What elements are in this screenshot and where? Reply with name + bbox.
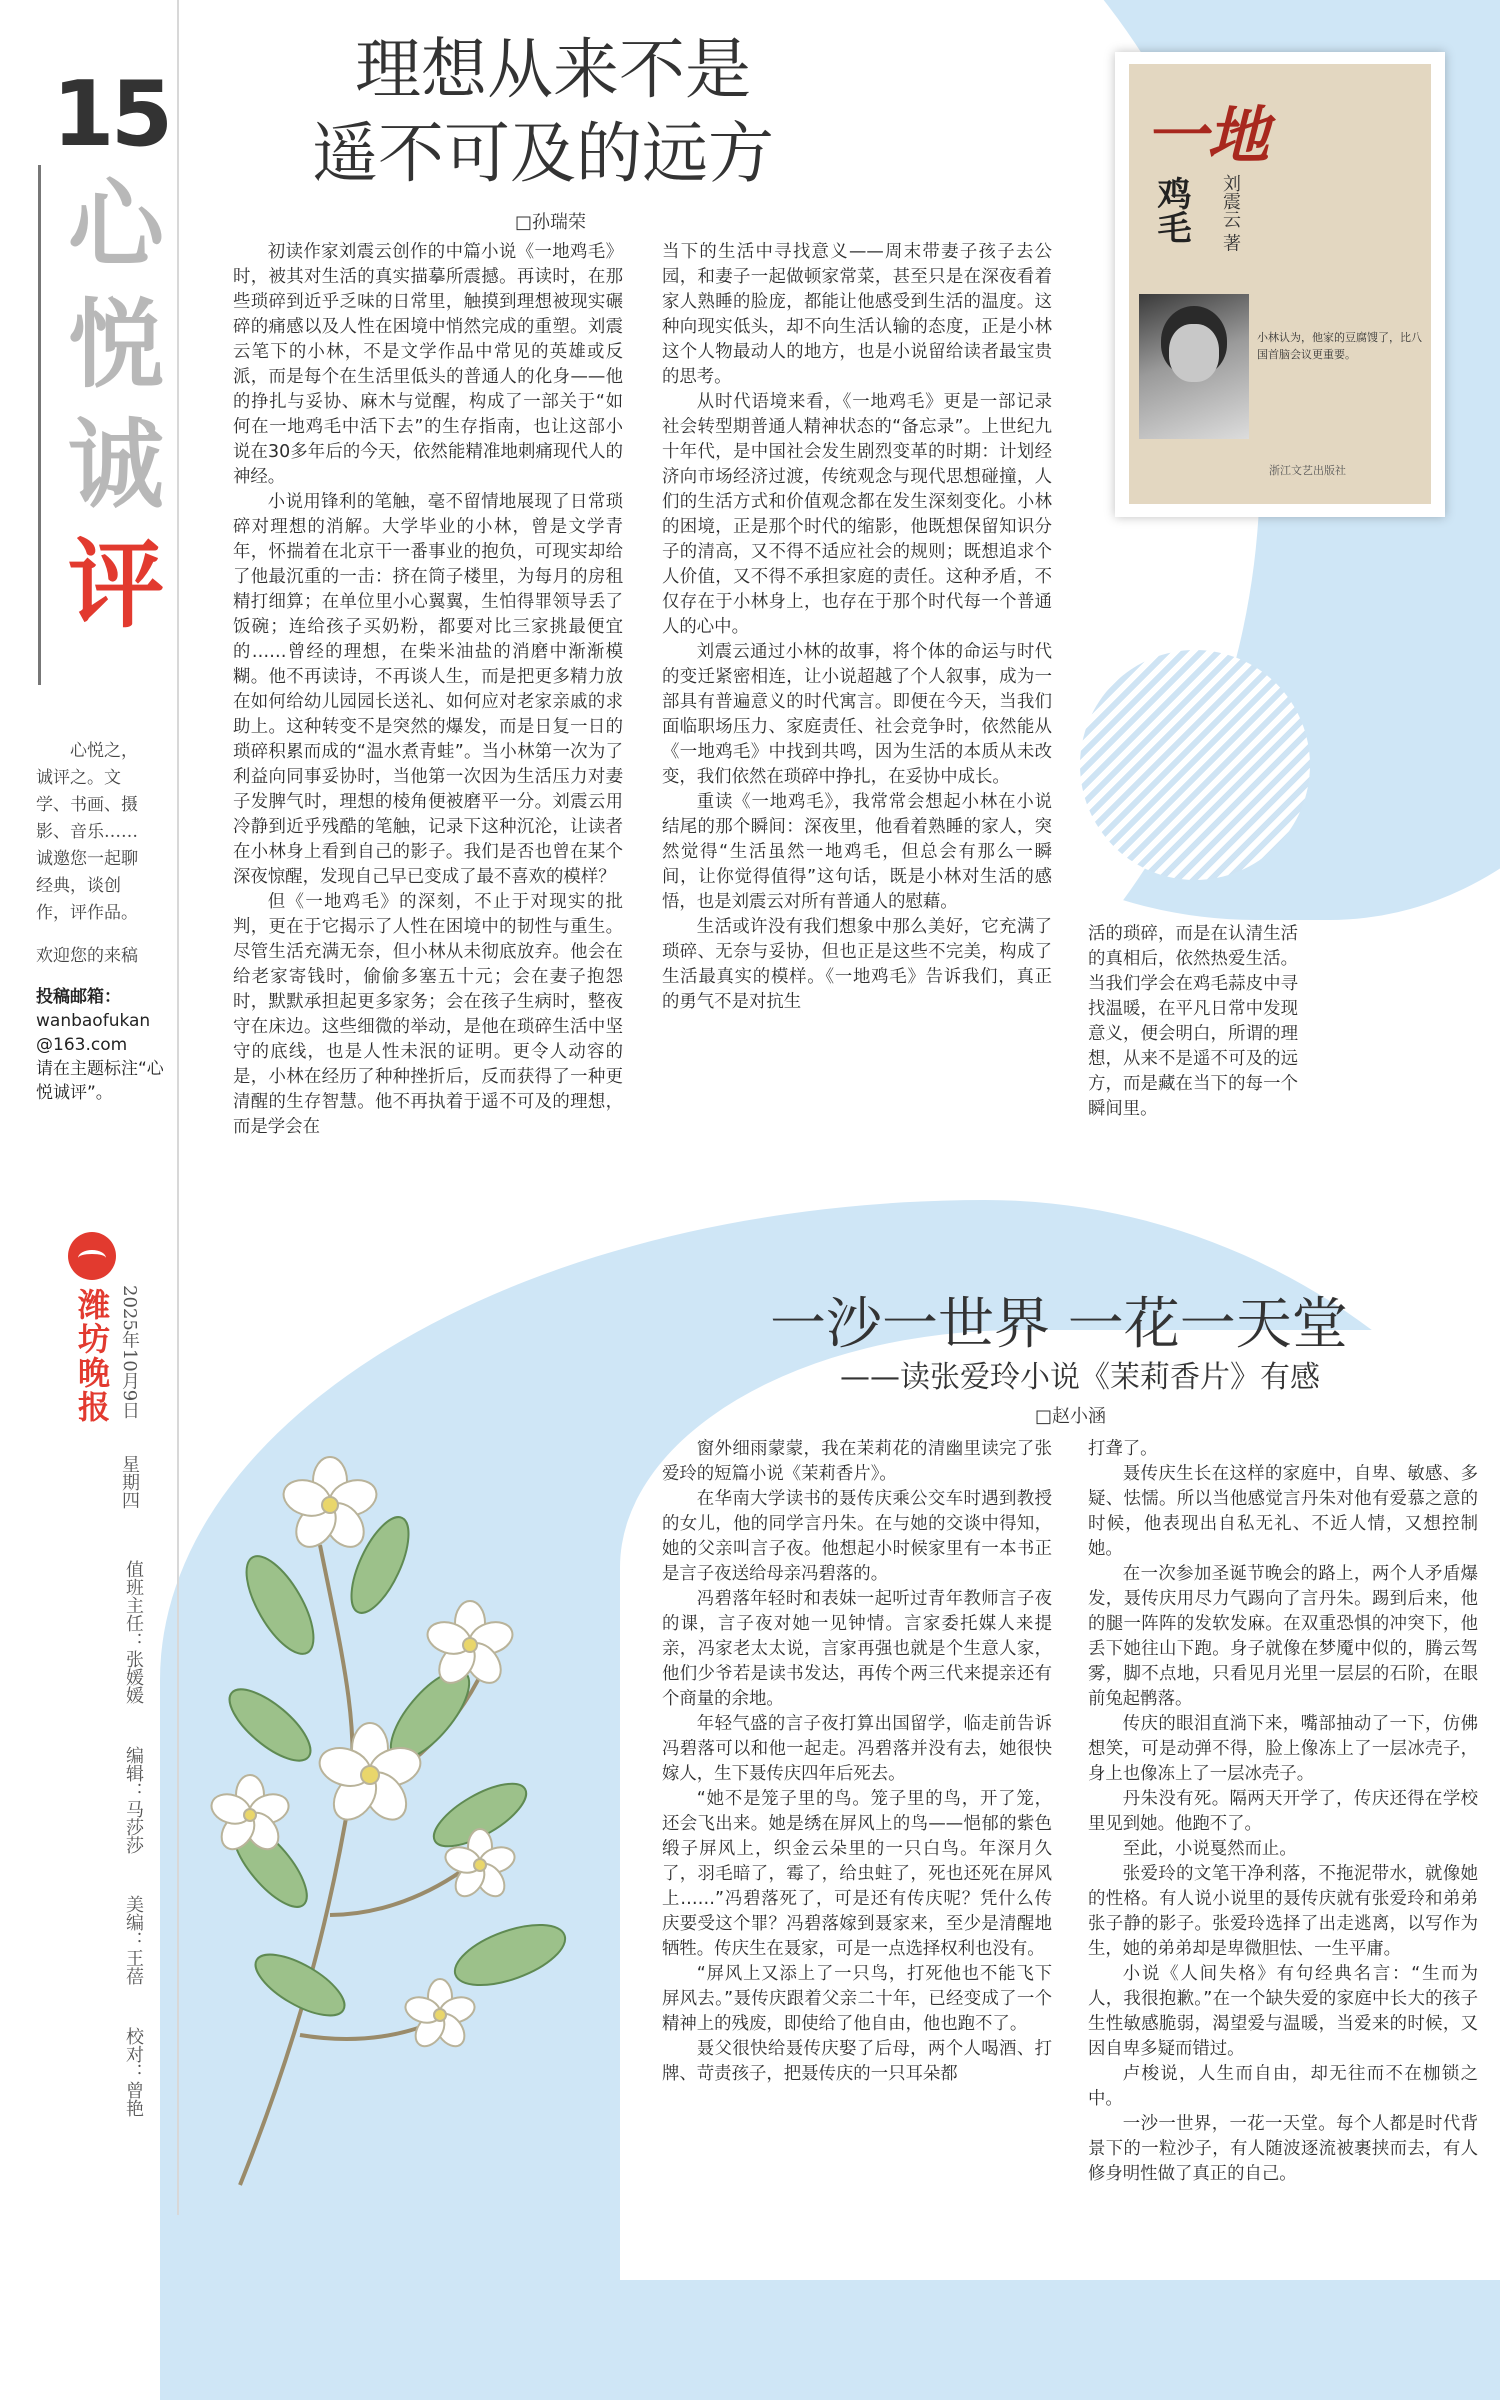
newspaper-logo bbox=[62, 1232, 122, 1424]
staff-list bbox=[120, 1560, 146, 2153]
article1-column-1 bbox=[233, 240, 623, 1140]
paragraph: 传庆的眼泪直淌下来，嘴部抽动了一下，仿佛想笑，可是动弹不得，脸上像冻上了一层冰壳子，身上也像冻上了一层冰壳子。 bbox=[1088, 1714, 1478, 1784]
column-title-char: 评 bbox=[68, 528, 164, 641]
paragraph: 窗外细雨蒙蒙，我在茉莉花的清幽里读完了张爱玲的短篇小说《茉莉香片》。 bbox=[662, 1439, 1052, 1484]
page-number: 15 bbox=[52, 62, 170, 167]
newspaper-name: 潍坊晚报 bbox=[73, 1288, 111, 1424]
article2-column-2 bbox=[1088, 1437, 1478, 2187]
paragraph: “屏风上又添上了一只鸟，打死他也不能飞下屏风去。”聂传庆跟着父亲二十年，已经变成了一个精神上的残废，即使给了他自由，他也跑不了。 bbox=[662, 1964, 1052, 2034]
date-text: 2025年10月9日 bbox=[119, 1285, 140, 1420]
article1-title-line2: 遥不可及的远方 bbox=[312, 115, 774, 192]
background-shape bbox=[1080, 650, 1310, 880]
logo-icon bbox=[68, 1232, 116, 1280]
paragraph: 重读《一地鸡毛》，我常常会想起小林在小说结尾的那个瞬间：深夜里，他看着熟睡的家人，突然觉得“生活虽然一地鸡毛，但总会有那么一瞬间，让你觉得值得”这句话，既是小林对生活的感悟，也是刘震云对所有普通人的慰藉。 bbox=[662, 792, 1052, 912]
article1-column-2 bbox=[662, 240, 1052, 1015]
staff-editor-in-charge: 值班主任：张媛媛 bbox=[123, 1560, 144, 1704]
author-portrait bbox=[1139, 294, 1249, 439]
staff-proofreader: 校对：曾艳 bbox=[123, 2027, 144, 2118]
paragraph: 打聋了。 bbox=[1088, 1439, 1158, 1459]
article1-title bbox=[300, 28, 860, 196]
paragraph: 在一次参加圣诞节晚会的路上，两个人矛盾爆发，聂传庆用尽力气踢向了言丹朱。踢到后来，他的腿一阵阵的发软发麻。在双重恐惧的冲突下，他丢下她往山下跑。身子就像在梦魇中似的，腾云驾雾，脚不点地，只看见月光里一层层的石阶，在眼前兔起鹘落。 bbox=[1088, 1564, 1478, 1709]
paragraph: 从时代语境来看，《一地鸡毛》更是一部记录社会转型期普通人精神状态的“备忘录”。上世纪九十年代，是中国社会发生剧烈变革的时期：计划经济向市场经济过渡，传统观念与现代思想碰撞，人们的生活方式和价值观念都在发生深刻变化。小林的困境，正是那个时代的缩影，他既想保留知识分子的清高，又不得不适应社会的规则；既想追求个人价值，又不得不承担家庭的责任。这种矛盾，不仅存在于小林身上，也存在于那个时代每一个普通人的心中。 bbox=[662, 392, 1052, 637]
book-quote: 小林认为，他家的豆腐馊了，比八国首脑会议更重要。 bbox=[1257, 331, 1422, 361]
submission-note: 请在主题标注“心悦诚评”。 bbox=[36, 1059, 164, 1103]
submission-email-part2: @163.com bbox=[36, 1035, 128, 1055]
paragraph: 生活或许没有我们想象中那么美好，它充满了琐碎、无奈与妥协，但也正是这些不完美，构成了生活最真实的模样。《一地鸡毛》告诉我们，真正的勇气不是对抗生 bbox=[662, 917, 1052, 1012]
staff-editor: 编辑：马莎莎 bbox=[123, 1745, 144, 1854]
issue-date bbox=[118, 1285, 140, 1539]
article2-title: 一沙一世界 一花一天堂 bbox=[770, 1292, 1348, 1357]
paragraph: 张爱玲的文笔干净利落，不拖泥带水，就像她的性格。有人说小说里的聂传庆就有张爱玲和弟弟张子静的影子。张爱玲选择了出走逃离，以写作为生，她的弟弟却是卑微胆怯、一生平庸。 bbox=[1088, 1864, 1478, 1959]
paragraph: 在华南大学读书的聂传庆乘公交车时遇到教授的女儿，他的同学言丹朱。在与她的交谈中得知，她的父亲叫言子夜。他想起小时候家里有一本书正是言子夜送给母亲冯碧落的。 bbox=[662, 1489, 1052, 1584]
column-intro-text: 心悦之，诚评之。文学、书画、摄影、音乐……诚邀您一起聊经典，谈创作，评作品。 bbox=[36, 741, 138, 923]
article1-author: □孙瑞荣 bbox=[515, 212, 587, 233]
paragraph: 但《一地鸡毛》的深刻，不止于对现实的批判，更在于它揭示了人性在困境中的韧性与重生。尽管生活充满无奈，但小林从未彻底放弃。他会在给老家寄钱时，偷偷多塞五十元；会在妻子抱怨时，默默承担起更多家务；会在孩子生病时，整夜守在床边。这些细微的举动，是他在琐碎生活中坚守的底线，也是人性未泯的证明。更令人动容的是，小林在经历了种种挫折后，反而获得了一种更清醒的生存智慧。他不再执着于遥不可及的理想，而是学会在 bbox=[233, 892, 623, 1137]
book-cover bbox=[1115, 52, 1445, 517]
staff-art-editor: 美编：王蓓 bbox=[123, 1895, 144, 1986]
column-title bbox=[38, 165, 191, 685]
article1-title-line1: 理想从来不是 bbox=[355, 31, 751, 108]
article2-column-1 bbox=[662, 1437, 1052, 2087]
paragraph: 聂父很快给聂传庆娶了后母，两个人喝酒、打牌、苛责孩子，把聂传庆的一只耳朵都 bbox=[662, 2039, 1052, 2084]
column-title-char: 悦 bbox=[68, 288, 164, 401]
paragraph: 丹朱没有死。隔两天开学了，传庆还得在学校里见到她。他跑不了。 bbox=[1088, 1789, 1478, 1834]
paragraph: “她不是笼子里的鸟。笼子里的鸟，开了笼，还会飞出来。她是绣在屏风上的鸟——悒郁的紫色缎子屏风上，织金云朵里的一只白鸟。年深月久了，羽毛暗了，霉了，给虫蛀了，死也还死在屏风上……”冯碧落死了，可是还有传庆呢？凭什么传庆要受这个罪？冯碧落嫁到聂家来，至少是清醒地牺牲。传庆生在聂家，可是一点选择权利也没有。 bbox=[662, 1789, 1052, 1959]
column-title-char: 心 bbox=[68, 168, 164, 281]
book-publisher: 浙江文艺出版社 bbox=[1269, 464, 1346, 477]
column-title-char: 诚 bbox=[68, 408, 164, 521]
book-author: 刘震云 著 bbox=[1220, 174, 1241, 252]
paragraph: 小说《人间失格》有句经典名言：“生而为人，我很抱歉。”在一个缺失爱的家庭中长大的孩子生性敏感脆弱，渴望爱与温暖，当爱来的时候，又因自卑多疑而错过。 bbox=[1088, 1964, 1478, 2059]
column-intro bbox=[36, 738, 154, 970]
paragraph: 活的琐碎，而是在认清生活的真相后，依然热爱生活。当我们学会在鸡毛蒜皮中寻找温暖，在平凡日常中发现意义，便会明白，所谓的理想，从来不是遥不可及的远方，而是藏在当下的每一个瞬间里。 bbox=[1088, 924, 1298, 1119]
paragraph: 刘震云通过小林的故事，将个体的命运与时代的变迁紧密相连，让小说超越了个人叙事，成为一部具有普遍意义的时代寓言。即便在今天，当我们面临职场压力、家庭责任、社会竞争时，依然能从《一地鸡毛》中找到共鸣，因为生活的本质从未改变，我们依然在琐碎中挣扎，在妥协中成长。 bbox=[662, 642, 1052, 787]
book-cover-inner bbox=[1129, 64, 1431, 504]
paragraph: 聂传庆生长在这样的家庭中，自卑、敏感、多疑、怯懦。所以当他感觉言丹朱对他有爱慕之意的时候，他表现出自私无礼、不近人情，又想控制她。 bbox=[1088, 1464, 1478, 1559]
jasmine-flower-illustration bbox=[180, 1395, 660, 2195]
paragraph: 卢梭说，人生而自由，却无往而不在枷锁之中。 bbox=[1088, 2064, 1478, 2109]
paragraph: 初读作家刘震云创作的中篇小说《一地鸡毛》时，被其对生活的真实描摹所震撼。再读时，在那些琐碎到近乎乏味的日常里，触摸到理想被现实碾碎的痛感以及人性在困境中悄然完成的重塑。刘震云笔下的小林，不是文学作品中常见的英雄或反派，而是每个在生活里低头的普通人的化身——他的挣扎与妥协、麻木与觉醒，构成了一部关于“如何在一地鸡毛中活下去”的生存指南，也让这部小说在30多年后的今天，依然能精准地刺痛现代人的神经。 bbox=[233, 242, 623, 487]
book-title: 鸡毛 bbox=[1151, 176, 1191, 244]
paragraph: 小说用锋利的笔触，毫不留情地展现了日常琐碎对理想的消解。大学毕业的小林，曾是文学青年，怀揣着在北京干一番事业的抱负，可现实却给了他最沉重的一击：挤在筒子楼里，为每月的房租精打细算；在单位里小心翼翼，生怕得罪领导丢了饭碗；连给孩子买奶粉，都要对比三家挑最便宜的……曾经的理想，在柴米油盐的消磨中渐渐模糊。他不再读诗，不再谈人生，而是把更多精力放在如何给幼儿园园长送礼、如何应对老家亲戚的求助上。这种转变不是突然的爆发，而是日复一日的琐碎积累而成的“温水煮青蛙”。当小林第一次为了利益向同事妥协时，当他第一次因为生活压力对妻子发脾气时，理想的棱角便被磨平一分。刘震云用冷静到近乎残酷的笔触，记录下这种沉沦，让读者在小林身上看到自己的影子。我们是否也曾在某个深夜惊醒，发现自己早已变成了最不喜欢的模样？ bbox=[233, 492, 623, 887]
article2-author: □赵小涵 bbox=[1035, 1406, 1107, 1427]
weekday-text: 星期四 bbox=[119, 1454, 140, 1509]
paragraph: 至此，小说戛然而止。 bbox=[1122, 1839, 1297, 1859]
submission-email-part1: wanbaofukan bbox=[36, 1011, 151, 1031]
paragraph: 当下的生活中寻找意义——周末带妻子孩子去公园，和妻子一起做顿家常菜，甚至只是在深夜看着家人熟睡的脸庞，都能让他感受到生活的温度。这种向现实低头，却不向生活认输的态度，正是小林这个人物最动人的地方，也是小说留给读者最宝贵的思考。 bbox=[662, 242, 1052, 387]
paragraph: 年轻气盛的言子夜打算出国留学，临走前告诉冯碧落可以和他一起走。冯碧落并没有去，她很快嫁人，生下聂传庆四年后死去。 bbox=[662, 1714, 1052, 1784]
paragraph: 冯碧落年轻时和表妹一起听过青年教师言子夜的课，言子夜对她一见钟情。言家委托媒人来提亲，冯家老太太说，言家再强也就是个生意人家，他们少爷若是读书发达，再传个两三代来提亲还有个商量的余地。 bbox=[662, 1589, 1052, 1709]
book-title-calligraphy: 一地 bbox=[1145, 99, 1270, 172]
submission-label: 投稿邮箱： bbox=[36, 987, 121, 1007]
paragraph: 一沙一世界，一花一天堂。每个人都是时代背景下的一粒沙子，有人随波逐流被裹挟而去，有人修身明性做了真正的自己。 bbox=[1088, 2114, 1478, 2184]
submission-info bbox=[36, 985, 166, 1105]
article2-subtitle: ——读张爱玲小说《茉莉香片》有感 bbox=[840, 1360, 1320, 1395]
article1-column-3 bbox=[1088, 922, 1298, 1122]
column-welcome: 欢迎您的来稿 bbox=[36, 946, 138, 966]
